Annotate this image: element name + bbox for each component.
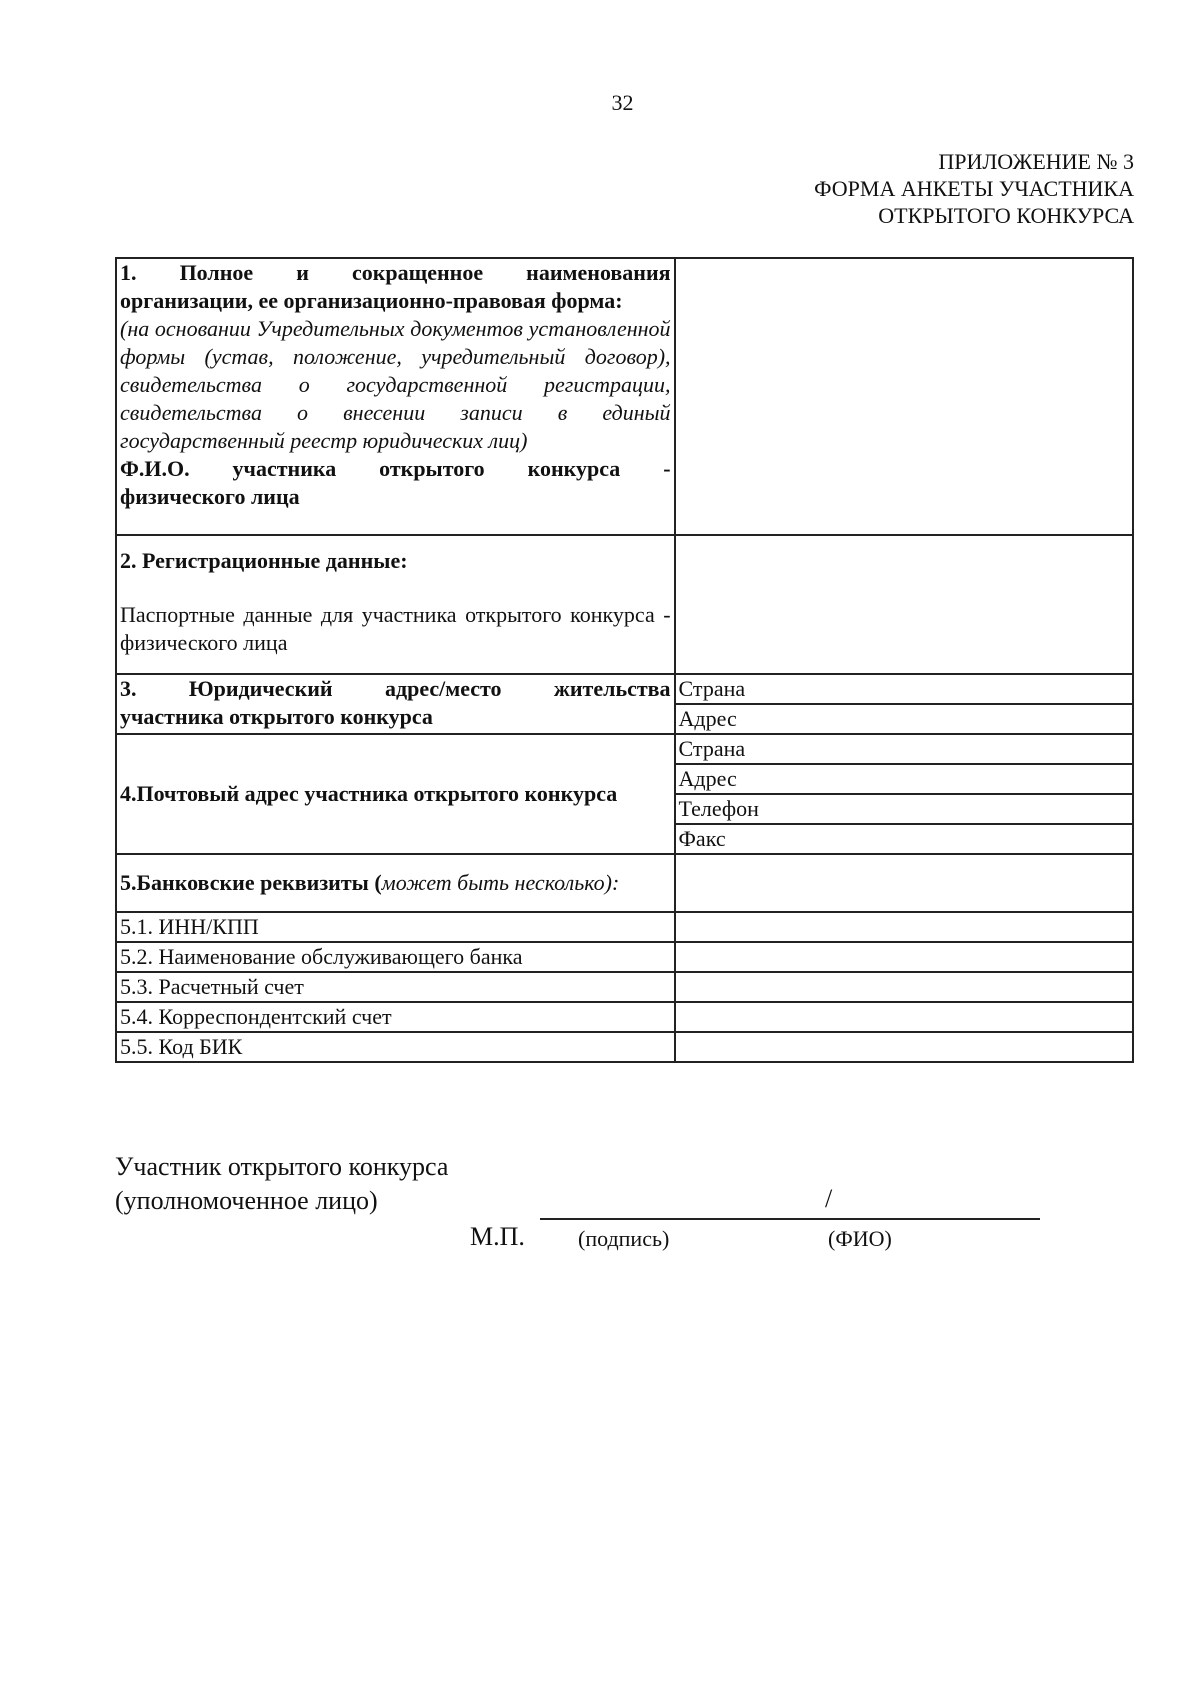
section-5-row-5 — [116, 1032, 1133, 1062]
section-5-row-4 — [116, 1002, 1133, 1032]
section-2-value-cell[interactable] — [675, 535, 1133, 674]
section-1-value-cell[interactable] — [675, 258, 1133, 535]
section-5-title-italic: может быть несколько): — [381, 870, 620, 895]
section-5-3-label: 5.3. Расчетный счет — [116, 972, 675, 1002]
section-5-5-label: 5.5. Код БИК — [116, 1032, 675, 1062]
appendix-line-1: ПРИЛОЖЕНИЕ № 3 — [938, 149, 1134, 174]
section-3-label-line-2: участника открытого конкурса — [120, 704, 433, 729]
section-5-row-1 — [116, 912, 1133, 942]
section-5-row-2 — [116, 942, 1133, 972]
section-4-phone-field[interactable]: Телефон — [675, 794, 1133, 824]
section-5-1-value[interactable] — [675, 912, 1133, 942]
section-1-label-cell — [116, 258, 675, 535]
section-4-label: 4.Почтовый адрес участника открытого конкурса — [116, 734, 675, 854]
section-1-note: (на основании Учредительных документов установленной формы (устав, положение, учредительный договор), свидетельства о государственной регистрации, свидетельства о внесении записи в единый государственный реестр юридических лиц) — [120, 316, 671, 453]
signature-authorized-label: (уполномоченное лицо) — [115, 1186, 378, 1215]
section-4-country-field[interactable]: Страна — [675, 734, 1133, 764]
page-number: 32 — [611, 90, 634, 115]
section-2-row — [116, 535, 1133, 674]
signature-participant-label: Участник открытого конкурса — [115, 1152, 449, 1181]
appendix-line-2: ФОРМА АНКЕТЫ УЧАСТНИКА — [814, 176, 1134, 201]
section-5-2-value[interactable] — [675, 942, 1133, 972]
section-4-row-country — [116, 734, 1133, 764]
appendix-header — [814, 148, 1134, 229]
section-5-title-value-cell[interactable] — [675, 854, 1133, 912]
section-4-fax-field[interactable]: Факс — [675, 824, 1133, 854]
section-5-title-cell — [116, 854, 675, 912]
sign-caption: (подпись) — [578, 1226, 670, 1251]
section-2-title: 2. Регистрационные данные: — [120, 548, 408, 573]
section-5-4-label: 5.4. Корреспондентский счет — [116, 1002, 675, 1032]
section-4-address-field[interactable]: Адрес — [675, 764, 1133, 794]
appendix-line-3: ОТКРЫТОГО КОНКУРСА — [878, 203, 1134, 228]
signature-line[interactable] — [540, 1218, 1040, 1220]
section-5-4-value[interactable] — [675, 1002, 1133, 1032]
section-1-row — [116, 258, 1133, 535]
section-5-row-3 — [116, 972, 1133, 1002]
questionnaire-table — [115, 257, 1134, 1063]
section-5-5-value[interactable] — [675, 1032, 1133, 1062]
section-1-title-line-1: 1. Полное и сокращенное наименования — [120, 260, 671, 285]
section-3-row-country — [116, 674, 1133, 704]
section-5-2-label: 5.2. Наименование обслуживающего банка — [116, 942, 675, 972]
section-3-label-line-1: 3. Юридический адрес/место жительства — [120, 676, 671, 701]
section-2-label-cell — [116, 535, 675, 674]
signature-slash: / — [825, 1184, 833, 1213]
section-5-row-title — [116, 854, 1133, 912]
section-5-title-bold: 5.Банковские реквизиты ( — [120, 870, 382, 895]
section-1-fio-line-1: Ф.И.О. участника открытого конкурса - — [120, 456, 671, 481]
section-2-passport-label: Паспортные данные для участника открытого конкурса - физического лица — [120, 602, 671, 655]
stamp-label: М.П. — [470, 1222, 525, 1251]
section-1-fio-line-2: физического лица — [120, 484, 300, 509]
section-1-title-line-2: организации, ее организационно-правовая форма: — [120, 288, 623, 313]
section-3-address-field[interactable]: Адрес — [675, 704, 1133, 734]
section-3-label-cell — [116, 674, 675, 734]
section-5-3-value[interactable] — [675, 972, 1133, 1002]
section-3-country-field[interactable]: Страна — [675, 674, 1133, 704]
fio-caption: (ФИО) — [828, 1226, 892, 1251]
section-5-1-label: 5.1. ИНН/КПП — [116, 912, 675, 942]
